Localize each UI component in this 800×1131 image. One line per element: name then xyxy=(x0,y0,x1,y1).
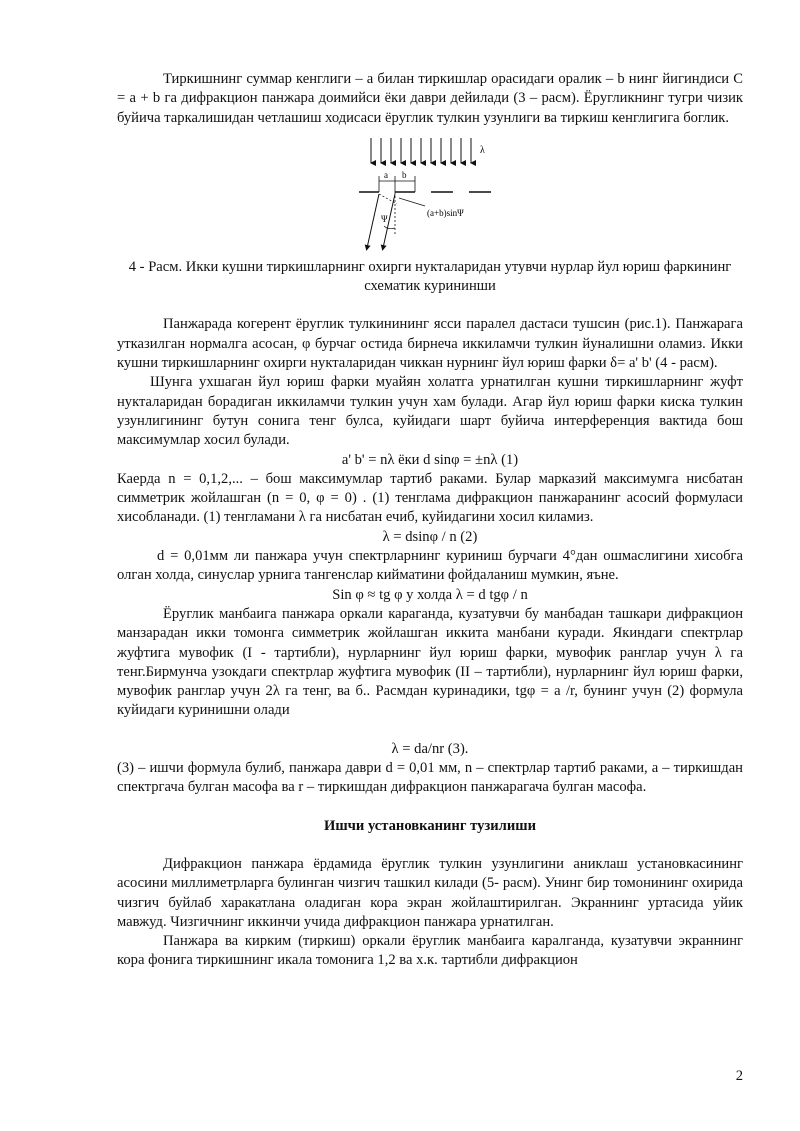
page-number: 2 xyxy=(735,1068,743,1084)
lambda-label: λ xyxy=(480,144,485,156)
paragraph: Тиркишнинг суммар кенглиги – а билан тиркишлар орасидаги оралик – b нинг йигиндиси C = a + b га дифракцион панжара доимийси ёки даври дейилади (3 – расм). Ёругликнинг тугри чизик буйича таркалишидан четлашиш ходисаси ёруглик тулкин узунлиги ва тиркиш кенглигига боглик. xyxy=(117,71,743,126)
incident-rays xyxy=(371,138,471,163)
formula-3: Sin φ ≈ tg φ у холда λ = d tgφ / n xyxy=(332,586,528,603)
document-page xyxy=(117,70,743,971)
figure-caption: 4 - Расм. Икки кушни тиркишларнинг охирги нукталаридан утувчи нурлар йул юриш фаркининг схематик курининши xyxy=(128,258,732,295)
paragraph: d = 0,01мм ли панжара учун спектрларнинг куриниш бурчаги 4°дан ошмаслигини хисобга олган холда, синуслар урнига тангенслар кийматини фойдаланиш мумкин, яъне. xyxy=(117,548,743,584)
b-label: b xyxy=(402,169,407,180)
diffraction-figure xyxy=(117,136,743,254)
paragraph: Ёруглик манбаига панжара оркали караганда, кузатувчи бу манбадан ташкари дифракцион манзарадан икки томонга симметрик жойлашган иккита манбани куради. Якиндаги спектрлар жуфтига мувофик (I - тартибли), нурларнинг йул юриш фарки, мувофик ранглар учун λ га тенг.Бирмунча узокдаги спектрлар жуфтига мувофик (II – тартибли), нурларнинг йул юриш фарки, мувофик ранглар учун 2λ га тенг, ва б.. Расмдан куринадики, tgφ = a /r, бунинг учун (2) формула куйидаги куринишни олади xyxy=(117,605,743,719)
paragraph: Шунга ухшаган йул юриш фарки муайян холатга урнатилган кушни тиркишларнинг жуфт нукталаридан борадиган иккиламчи тулкин учун хам булади. Агар йул юриш фарки киска тулкин узунлигининг бутун сонига тенг булса, куйидаги шарт буйича интерференция вактида бош максимумлар хосил булади. xyxy=(117,374,743,449)
paragraph: Панжарада когерент ёруглик тулкинининг ясси паралел дастаси тушсин (рис.1). Панжарага утказилган нормалга асосан, φ бурчаг остида бирнеча иккиламчи тулкин йуналишни оламиз. Икки кушни тиркишларнинг охирги нукталаридан чиккан нурнинг йул юриш фарки δ= a' b' (4 - расм). xyxy=(117,316,743,372)
paragraph: Панжара ва кирким (тиркиш) оркали ёруглик манбаига каралганда, кузатувчи экраннинг кора фонига тиркишнинг икала томонига 1,2 ва х.к. тартибли дифракцион xyxy=(117,933,743,969)
paragraph: (3) – ишчи формула булиб, панжара даври d = 0,01 мм, n – спектрлар тартиб раками, a – тиркишдан спектргача булган масофа ва r – тиркишдан дифракцион панжарагача булган масофа. xyxy=(117,760,743,796)
diffraction-diagram xyxy=(357,136,507,254)
paragraph: Каерда n = 0,1,2,... – бош максимумлар тартиб раками. Булар марказий максимумга нисбатан симметрик жойлашган (n = 0, φ = 0) . (1) тенглама дифракцион панжаранинг асосий формуласи хисобланади. (1) тенгламани λ га нисбатан ечиб, куйидагини хосил киламиз. xyxy=(117,470,743,526)
formula-4: λ = da/nr (3). xyxy=(391,740,469,757)
a-label: a xyxy=(384,169,388,180)
paragraph: Дифракцион панжара ёрдамида ёруглик тулкин узунлигини аниклаш установкасининг асосини миллиметрларга булинган чизгич ташкил килади (5- расм). Унинг бир томонининг охирида чизгич буйлаб харакатлана оладиган кора экран жойлаштирилган. Экраннинг уртасида уйик мавжуд. Чизгичнинг иккинчи учида дифракцион панжара урнатилган. xyxy=(117,855,743,930)
path-difference-label: (a+b)sinΨ xyxy=(427,207,464,218)
section-heading: Ишчи установканинг тузилиши xyxy=(323,817,536,834)
formula-2: λ = dsinφ / n (2) xyxy=(382,528,478,545)
formula-1: a' b' = nλ ёки d sinφ = ±nλ (1) xyxy=(341,451,519,468)
angle-label: Ψ xyxy=(381,213,388,224)
